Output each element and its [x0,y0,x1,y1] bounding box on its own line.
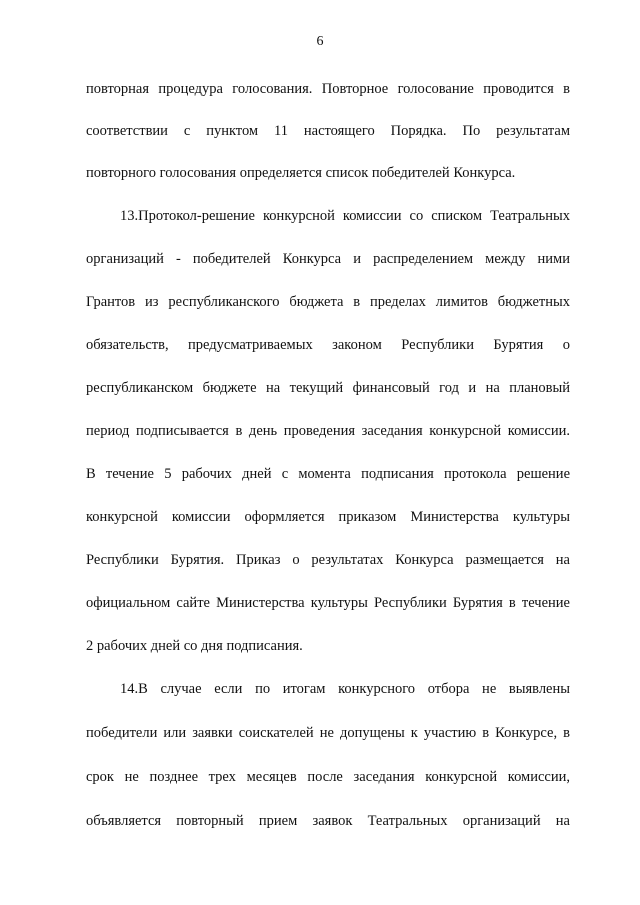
paragraph-14-first-line: 14.В случае если по итогам конкурсного отбора не выявлены [120,681,570,697]
text-line: республиканском бюджете на текущий финансовый год и на плановый [86,380,570,396]
text-line: объявляется повторный прием заявок Театральных организаций на [86,813,570,829]
text-line: срок не позднее трех месяцев после заседания конкурсной комиссии, [86,769,570,785]
text-line: 2 рабочих дней со дня подписания. [86,638,303,654]
text-line: конкурсной комиссии оформляется приказом Министерства культуры [86,509,570,525]
text-line: официальном сайте Министерства культуры Республики Бурятия в течение [86,595,570,611]
text-line: повторная процедура голосования. Повторное голосование проводится в [86,81,570,97]
text-line: повторного голосования определяется список победителей Конкурса. [86,165,516,181]
text-line: обязательств, предусматриваемых законом Республики Бурятия о [86,337,570,353]
text-line: период подписывается в день проведения заседания конкурсной комиссии. [86,423,570,439]
text-line: В течение 5 рабочих дней с момента подписания протокола решение [86,466,570,482]
page-number: 6 [316,34,324,49]
text-line: победители или заявки соискателей не допущены к участию в Конкурсе, в [86,725,570,741]
paragraph-13-first-line: 13.Протокол-решение конкурсной комиссии со списком Театральных [120,208,570,224]
text-line: соответствии с пунктом 11 настоящего Порядка. По результатам [86,123,570,139]
text-line: организаций - победителей Конкурса и распределением между ними [86,251,570,267]
text-line: Республики Бурятия. Приказ о результатах Конкурса размещается на [86,552,570,568]
text-line: Грантов из республиканского бюджета в пределах лимитов бюджетных [86,294,570,310]
